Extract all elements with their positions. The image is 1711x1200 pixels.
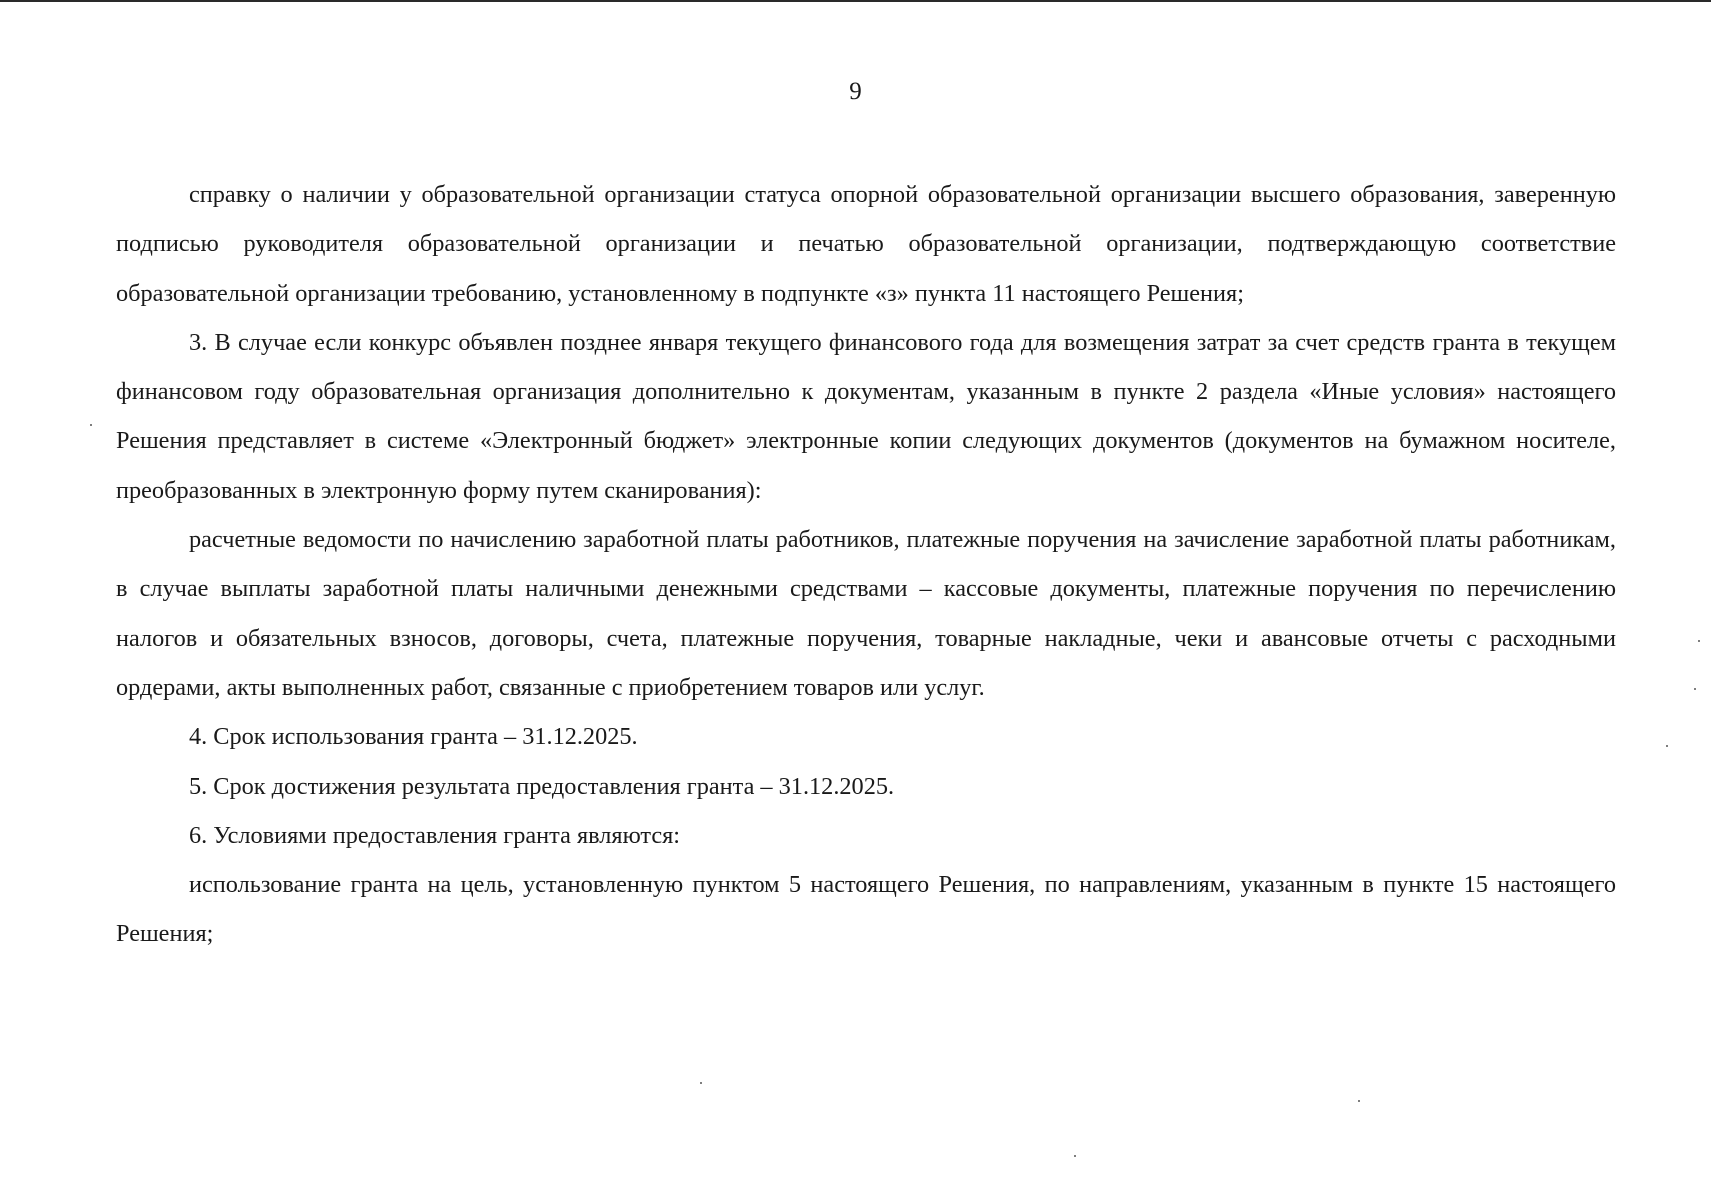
paragraph-grant-usage: использование гранта на цель, установленную пунктом 5 настоящего Решения, по направлениям, указанным в пункте 15 настоящего Решения; [116, 871, 1616, 948]
scan-speck [700, 1082, 702, 1084]
scan-speck [90, 424, 92, 426]
scan-speck [1698, 640, 1700, 642]
scan-top-edge [0, 0, 1711, 2]
document-body [116, 170, 1616, 959]
scan-speck [1666, 745, 1668, 747]
paragraph-document-list: расчетные ведомости по начислению заработной платы работников, платежные поручения на зачисление заработной платы работникам, в случае выплаты заработной платы наличными денежными средствами – кассовые документы, платежные поручения по перечислению налогов и обязательных взносов, договоры, счета, платежные поручения, товарные накладные, чеки и авансовые отчеты с расходными ордерами, акты выполненных работ, связанные с приобретением товаров или услуг. [116, 526, 1616, 701]
page-number: 9 [849, 78, 862, 105]
paragraph-item-5: 5. Срок достижения результата предоставления гранта – 31.12.2025. [189, 772, 895, 800]
paragraph-item-6: 6. Условиями предоставления гранта являются: [189, 821, 681, 849]
scan-speck [1074, 1155, 1076, 1157]
paragraph-item-3: 3. В случае если конкурс объявлен позднее января текущего финансового года для возмещения затрат за счет средств гранта в текущем финансовом году образовательная организация дополнительно к документам, указанным в пункте 2 раздела «Иные условия» настоящего Решения представляет в системе «Электронный бюджет» электронные копии следующих документов (документов на бумажном носителе, преобразованных в электронную форму путем сканирования): [116, 328, 1616, 504]
paragraph-certificate: справку о наличии у образовательной организации статуса опорной образовательной организации высшего образования, заверенную подписью руководителя образовательной организации и печатью образовательной организации, подтверждающую соответствие образовательной организации требованию, установленному в подпункте «з» пункта 11 настоящего Решения; [116, 181, 1616, 307]
scan-speck [1694, 688, 1696, 690]
scan-speck [1358, 1100, 1360, 1102]
paragraph-item-4: 4. Срок использования гранта – 31.12.2025. [189, 723, 638, 751]
